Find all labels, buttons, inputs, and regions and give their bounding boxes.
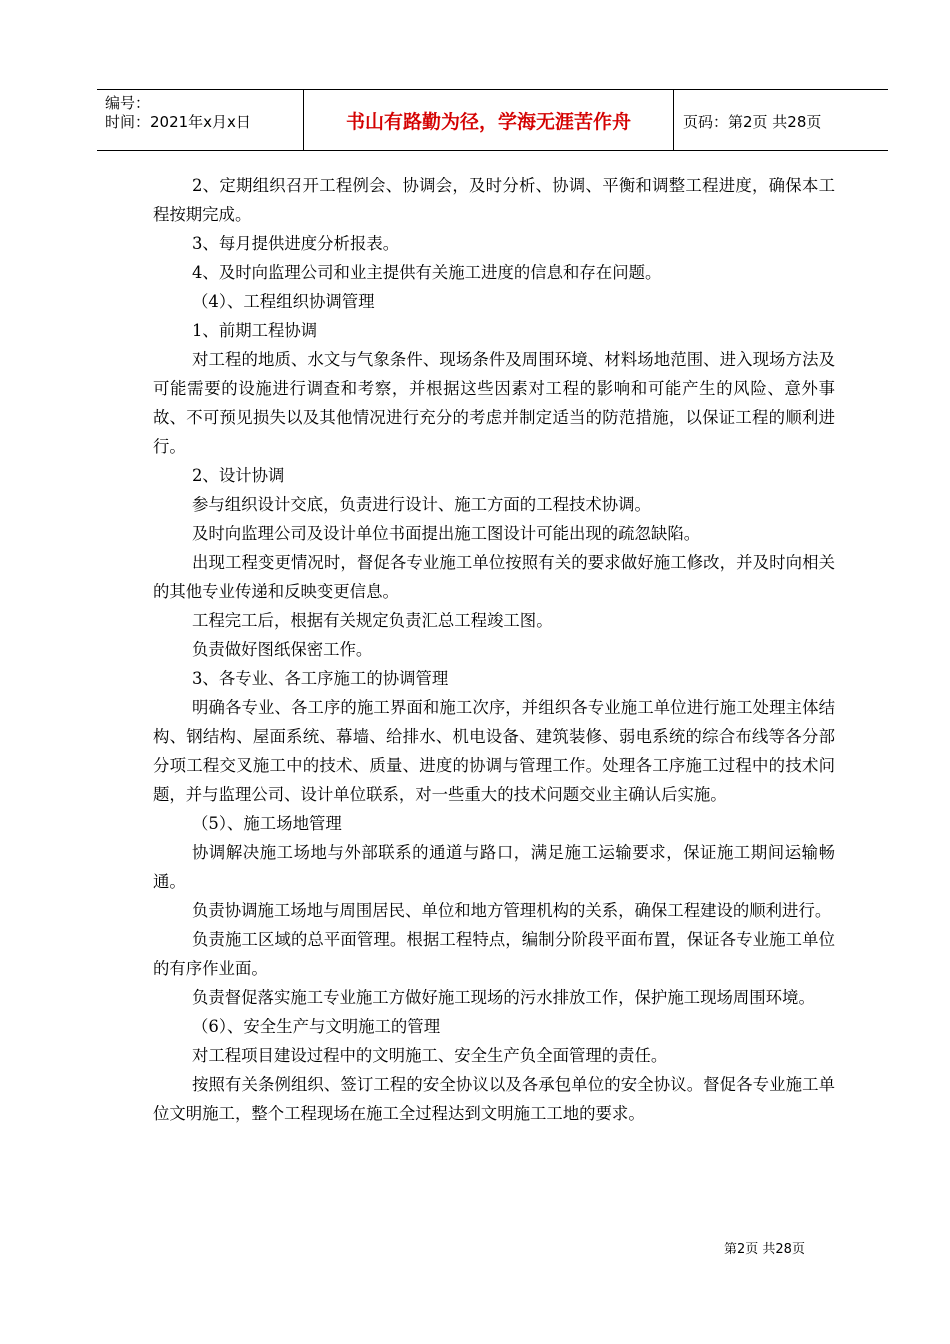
paragraph: 工程完工后，根据有关规定负责汇总工程竣工图。 [192,611,553,630]
subsection-heading: 2、设计协调 [192,466,285,485]
section-heading: （4）、工程组织协调管理 [192,292,375,311]
paragraph: 对工程的地质、水文与气象条件、现场条件及周围环境、材料场地范围、进入现场方法及可能需要的设施进行调查和考察，并根据这些因素对工程的影响和可能产生的风险、意外事故、不可预见损失以及其他情况进行充分的考虑并制定适当的防范措施，以保证工程的顺利进行。 [153,350,835,456]
subsection-heading: 1、前期工程协调 [192,321,318,340]
header-motto: 书山有路勤为径，学海无涯苦作舟 [345,111,631,133]
paragraph: 及时向监理公司及设计单位书面提出施工图设计可能出现的疏忽缺陷。 [192,524,701,543]
paragraph: 按照有关条例组织、签订工程的安全协议以及各承包单位的安全协议。督促各专业施工单位文明施工，整个工程现场在施工全过程达到文明施工工地的要求。 [153,1075,835,1123]
header-meta [105,94,285,132]
paragraph: 负责协调施工场地与周围居民、单位和地方管理机构的关系，确保工程建设的顺利进行。 [192,901,832,920]
page-header [97,89,888,151]
paragraph: 出现工程变更情况时，督促各专业施工单位按照有关的要求做好施工修改，并及时向相关的其他专业传递和反映变更信息。 [153,553,835,601]
footer-page-info: 第2页 共28页 [724,1242,805,1257]
document-time: 时间：2021年x月x日 [105,113,251,131]
paragraph: 协调解决施工场地与外部联系的通道与路口，满足施工运输要求，保证施工期间运输畅通。 [153,843,835,891]
section-heading: （5）、施工场地管理 [192,814,342,833]
paragraph: 明确各专业、各工序的施工界面和施工次序，并组织各专业施工单位进行施工处理主体结构、钢结构、屋面系统、幕墙、给排水、机电设备、建筑装修、弱电系统的综合布线等各分部分项工程交叉施工中的技术、质量、进度的协调与管理工作。处理各工序施工过程中的技术问题，并与监理公司、设计单位联系，对一些重大的技术问题交业主确认后实施。 [153,698,835,804]
section-heading: （6）、安全生产与文明施工的管理 [192,1017,441,1036]
paragraph: 负责督促落实施工专业施工方做好施工现场的污水排放工作，保护施工现场周围环境。 [192,988,815,1007]
document-number-label: 编号： [105,94,151,112]
header-divider [673,90,674,150]
paragraph: 2、定期组织召开工程例会、协调会，及时分析、协调、平衡和调整工程进度，确保本工程按期完成。 [153,176,835,224]
paragraph: 3、每月提供进度分析报表。 [192,234,400,253]
paragraph: 对工程项目建设过程中的文明施工、安全生产负全面管理的责任。 [192,1046,668,1065]
paragraph: 4、及时向监理公司和业主提供有关施工进度的信息和存在问题。 [192,263,662,282]
subsection-heading: 3、各专业、各工序施工的协调管理 [192,669,449,688]
header-page-info: 页码：第2页 共28页 [683,113,822,131]
document-body [153,171,835,1128]
paragraph: 负责施工区域的总平面管理。根据工程特点，编制分阶段平面布置，保证各专业施工单位的有序作业面。 [153,930,835,978]
paragraph: 参与组织设计交底，负责进行设计、施工方面的工程技术协调。 [192,495,651,514]
paragraph: 负责做好图纸保密工作。 [192,640,373,659]
